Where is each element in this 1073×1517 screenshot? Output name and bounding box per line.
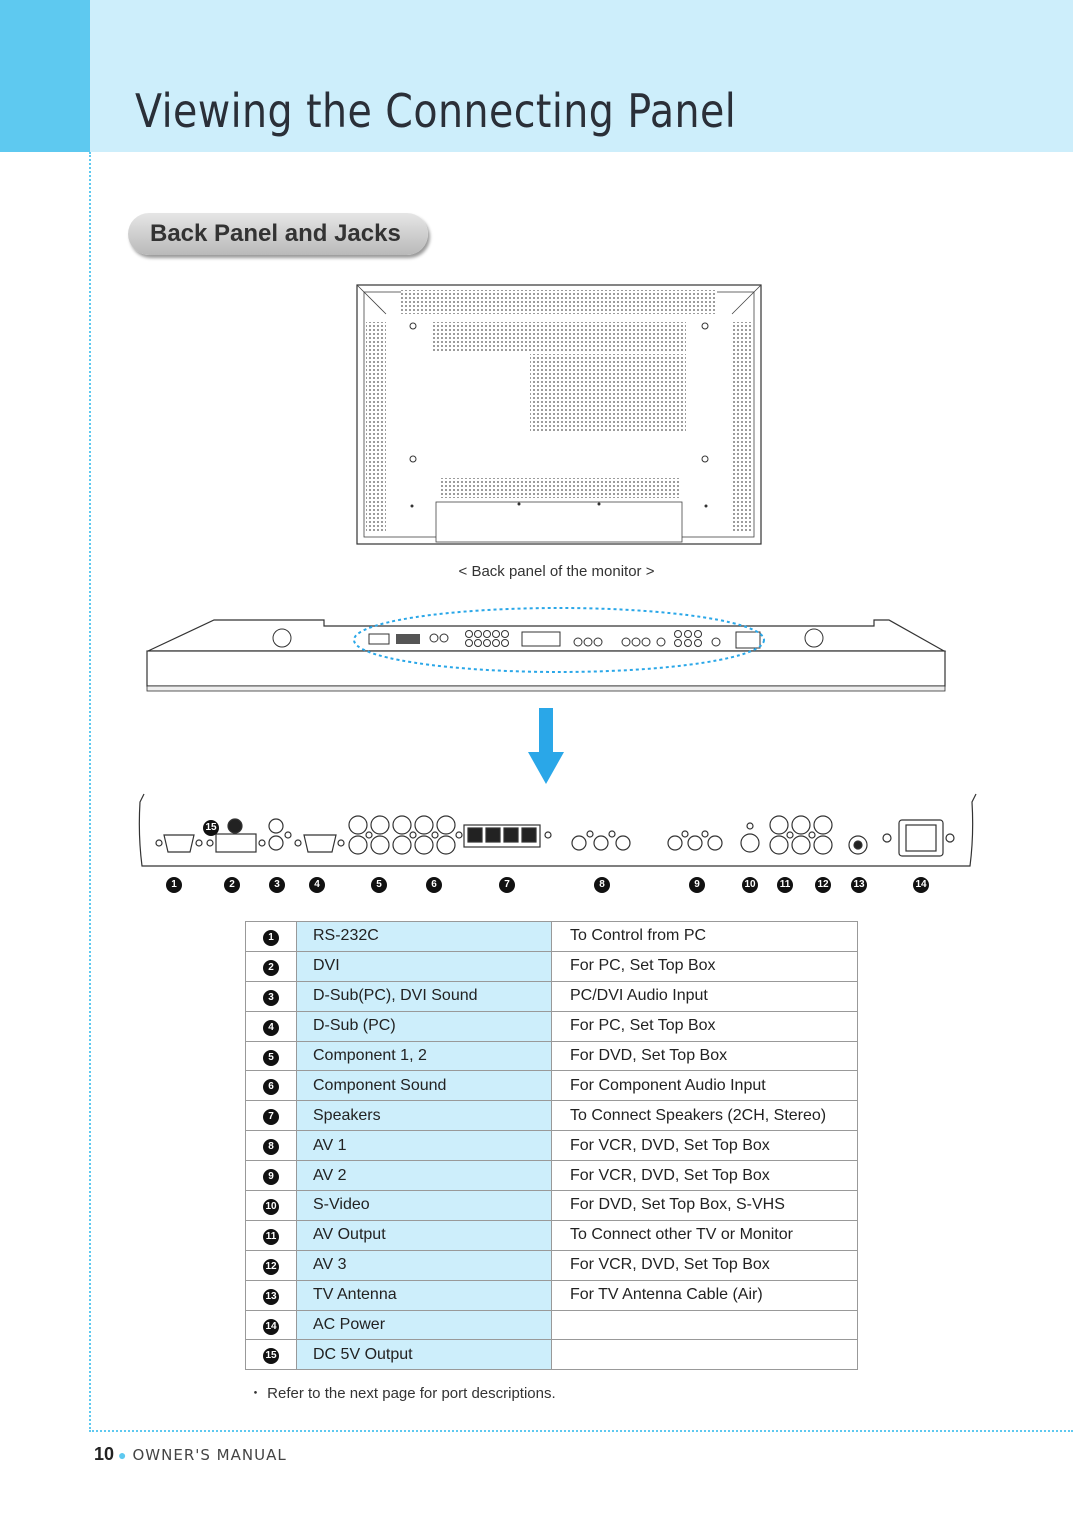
callout-13: 13 bbox=[851, 877, 867, 893]
port-description: For DVD, Set Top Box bbox=[552, 1041, 858, 1071]
port-name: AC Power bbox=[297, 1310, 552, 1340]
port-table bbox=[245, 921, 858, 1370]
row-number-cell bbox=[246, 1071, 297, 1101]
callout-12: 12 bbox=[815, 877, 831, 893]
table-row bbox=[246, 1131, 858, 1161]
row-number-badge: 7 bbox=[263, 1109, 279, 1125]
port-name: RS-232C bbox=[297, 922, 552, 952]
row-number-cell bbox=[246, 1131, 297, 1161]
row-number-badge: 10 bbox=[263, 1199, 279, 1215]
port-name: Component Sound bbox=[297, 1071, 552, 1101]
row-number-cell bbox=[246, 981, 297, 1011]
port-name: TV Antenna bbox=[297, 1280, 552, 1310]
port-description: To Control from PC bbox=[552, 922, 858, 952]
row-number-cell bbox=[246, 1191, 297, 1221]
port-description bbox=[552, 1340, 858, 1370]
row-number-badge: 11 bbox=[263, 1229, 279, 1245]
table-row bbox=[246, 981, 858, 1011]
footer-label: OWNER'S MANUAL bbox=[132, 1446, 287, 1464]
row-number-cell bbox=[246, 1011, 297, 1041]
port-description: To Connect Speakers (2CH, Stereo) bbox=[552, 1101, 858, 1131]
port-description: For Component Audio Input bbox=[552, 1071, 858, 1101]
row-number-cell bbox=[246, 1041, 297, 1071]
port-name: DC 5V Output bbox=[297, 1340, 552, 1370]
row-number-badge: 5 bbox=[263, 1050, 279, 1066]
callout-9: 9 bbox=[689, 877, 705, 893]
footnote: ・ Refer to the next page for port descriptions. bbox=[248, 1385, 556, 1402]
port-name: AV 1 bbox=[297, 1131, 552, 1161]
table-row bbox=[246, 1280, 858, 1310]
port-description: For PC, Set Top Box bbox=[552, 951, 858, 981]
port-description: For VCR, DVD, Set Top Box bbox=[552, 1131, 858, 1161]
port-description bbox=[552, 1310, 858, 1340]
port-description: For TV Antenna Cable (Air) bbox=[552, 1280, 858, 1310]
callout-5: 5 bbox=[371, 877, 387, 893]
table-row bbox=[246, 1101, 858, 1131]
port-description: For DVD, Set Top Box, S-VHS bbox=[552, 1191, 858, 1221]
row-number-badge: 8 bbox=[263, 1139, 279, 1155]
table-row bbox=[246, 1011, 858, 1041]
header-tab bbox=[0, 0, 90, 152]
row-number-cell bbox=[246, 1310, 297, 1340]
row-number-badge: 6 bbox=[263, 1079, 279, 1095]
row-number-badge: 15 bbox=[263, 1348, 279, 1364]
page-footer bbox=[94, 1444, 287, 1465]
callout-10: 10 bbox=[742, 877, 758, 893]
table-row bbox=[246, 1041, 858, 1071]
port-description: To Connect other TV or Monitor bbox=[552, 1220, 858, 1250]
row-number-cell bbox=[246, 1101, 297, 1131]
callout-14: 14 bbox=[913, 877, 929, 893]
table-row bbox=[246, 1071, 858, 1101]
port-description: For PC, Set Top Box bbox=[552, 1011, 858, 1041]
row-number-badge: 2 bbox=[263, 960, 279, 976]
left-dotted-rule bbox=[89, 152, 91, 1432]
row-number-badge: 1 bbox=[263, 930, 279, 946]
monitor-back-illustration bbox=[356, 284, 762, 545]
table-row bbox=[246, 1310, 858, 1340]
page-number: 10 bbox=[94, 1444, 115, 1464]
row-number-cell bbox=[246, 1280, 297, 1310]
row-number-cell bbox=[246, 1161, 297, 1191]
port-name: AV Output bbox=[297, 1220, 552, 1250]
port-description: For VCR, DVD, Set Top Box bbox=[552, 1250, 858, 1280]
table-row bbox=[246, 951, 858, 981]
callout-6: 6 bbox=[426, 877, 442, 893]
port-name: S-Video bbox=[297, 1191, 552, 1221]
row-number-badge: 14 bbox=[263, 1319, 279, 1335]
row-number-badge: 13 bbox=[263, 1289, 279, 1305]
table-row bbox=[246, 1220, 858, 1250]
table-row bbox=[246, 1191, 858, 1221]
callout-8: 8 bbox=[594, 877, 610, 893]
callout-15: 15 bbox=[203, 820, 219, 836]
row-number-badge: 12 bbox=[263, 1259, 279, 1275]
row-number-cell bbox=[246, 922, 297, 952]
table-row bbox=[246, 922, 858, 952]
figure-caption: < Back panel of the monitor > bbox=[458, 563, 655, 580]
port-name: D-Sub (PC) bbox=[297, 1011, 552, 1041]
table-row bbox=[246, 1161, 858, 1191]
row-number-badge: 9 bbox=[263, 1169, 279, 1185]
row-number-cell bbox=[246, 1250, 297, 1280]
row-number-badge: 3 bbox=[263, 990, 279, 1006]
bottom-edge-illustration bbox=[144, 604, 948, 694]
callout-7: 7 bbox=[499, 877, 515, 893]
callout-4: 4 bbox=[309, 877, 325, 893]
page-title: Viewing the Connecting Panel bbox=[135, 84, 737, 138]
down-arrow-icon bbox=[528, 708, 564, 784]
row-number-cell bbox=[246, 1220, 297, 1250]
port-name: DVI bbox=[297, 951, 552, 981]
row-number-badge: 4 bbox=[263, 1020, 279, 1036]
port-name: AV 3 bbox=[297, 1250, 552, 1280]
table-row bbox=[246, 1340, 858, 1370]
callout-1: 1 bbox=[166, 877, 182, 893]
callout-3: 3 bbox=[269, 877, 285, 893]
bullet-icon: ● bbox=[118, 1447, 127, 1463]
row-number-cell bbox=[246, 1340, 297, 1370]
port-name: AV 2 bbox=[297, 1161, 552, 1191]
section-heading: Back Panel and Jacks bbox=[128, 213, 428, 255]
row-number-cell bbox=[246, 951, 297, 981]
table-row bbox=[246, 1250, 858, 1280]
callout-11: 11 bbox=[777, 877, 793, 893]
port-name: Speakers bbox=[297, 1101, 552, 1131]
callout-2: 2 bbox=[224, 877, 240, 893]
port-name: D-Sub(PC), DVI Sound bbox=[297, 981, 552, 1011]
port-description: For VCR, DVD, Set Top Box bbox=[552, 1161, 858, 1191]
port-name: Component 1, 2 bbox=[297, 1041, 552, 1071]
port-description: PC/DVI Audio Input bbox=[552, 981, 858, 1011]
bottom-dotted-rule bbox=[89, 1430, 1073, 1432]
